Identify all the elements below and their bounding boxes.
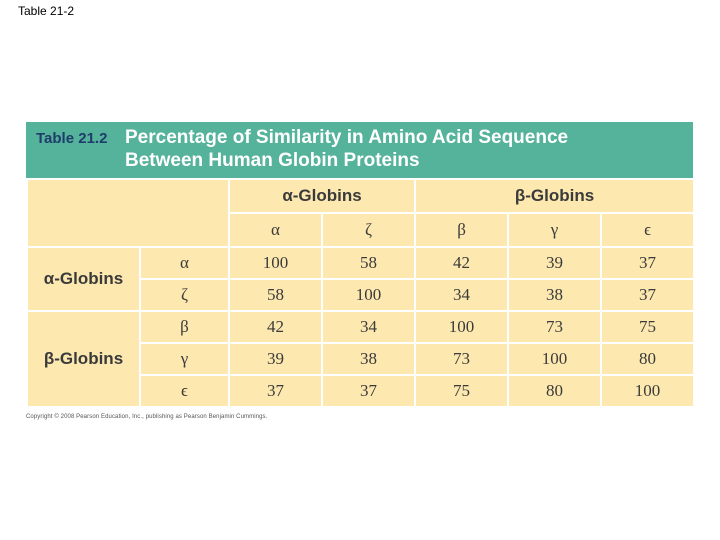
row-header: γ bbox=[140, 343, 229, 375]
table-row bbox=[27, 247, 694, 279]
table-cell: 75 bbox=[601, 311, 694, 343]
row-header: ϵ bbox=[140, 375, 229, 407]
table-title bbox=[125, 126, 568, 172]
table-cell: 100 bbox=[601, 375, 694, 407]
col-header-gamma: γ bbox=[508, 213, 601, 247]
table-cell: 100 bbox=[229, 247, 322, 279]
table-cell: 58 bbox=[322, 247, 415, 279]
table-cell: 75 bbox=[415, 375, 508, 407]
table-cell: 80 bbox=[508, 375, 601, 407]
row-header: β bbox=[140, 311, 229, 343]
row-group-beta: β-Globins bbox=[27, 311, 140, 407]
table-cell: 100 bbox=[508, 343, 601, 375]
col-header-epsilon: ϵ bbox=[601, 213, 694, 247]
table-cell: 42 bbox=[229, 311, 322, 343]
table-cell: 100 bbox=[322, 279, 415, 311]
table-cell: 38 bbox=[322, 343, 415, 375]
similarity-table bbox=[26, 122, 693, 408]
corner-cell bbox=[27, 179, 229, 247]
table-title-line2: Between Human Globin Proteins bbox=[125, 150, 420, 171]
table-cell: 37 bbox=[322, 375, 415, 407]
col-header-beta: β bbox=[415, 213, 508, 247]
table-cell: 100 bbox=[415, 311, 508, 343]
row-header: ζ bbox=[140, 279, 229, 311]
data-grid bbox=[26, 178, 695, 408]
table-row bbox=[27, 311, 694, 343]
table-title-line1: Percentage of Similarity in Amino Acid Sequence bbox=[125, 127, 569, 148]
row-group-alpha: α-Globins bbox=[27, 247, 140, 311]
col-group-beta: β-Globins bbox=[415, 179, 694, 213]
table-cell: 42 bbox=[415, 247, 508, 279]
table-cell: 39 bbox=[508, 247, 601, 279]
row-header: α bbox=[140, 247, 229, 279]
col-header-zeta: ζ bbox=[322, 213, 415, 247]
table-number: Table 21.2 bbox=[36, 130, 108, 147]
table-cell: 39 bbox=[229, 343, 322, 375]
table-cell: 37 bbox=[601, 279, 694, 311]
table-cell: 73 bbox=[508, 311, 601, 343]
table-cell: 37 bbox=[601, 247, 694, 279]
table-cell: 34 bbox=[415, 279, 508, 311]
table-header-band bbox=[26, 122, 693, 178]
table-cell: 58 bbox=[229, 279, 322, 311]
slide-title: Table 21-2 bbox=[18, 4, 75, 18]
table-cell: 80 bbox=[601, 343, 694, 375]
col-group-alpha: α-Globins bbox=[229, 179, 415, 213]
table-cell: 73 bbox=[415, 343, 508, 375]
table-cell: 34 bbox=[322, 311, 415, 343]
copyright-notice: Copyright © 2008 Pearson Education, Inc., publishing as Pearson Benjamin Cummings. bbox=[26, 414, 268, 420]
table-cell: 37 bbox=[229, 375, 322, 407]
col-header-alpha: α bbox=[229, 213, 322, 247]
table-cell: 38 bbox=[508, 279, 601, 311]
